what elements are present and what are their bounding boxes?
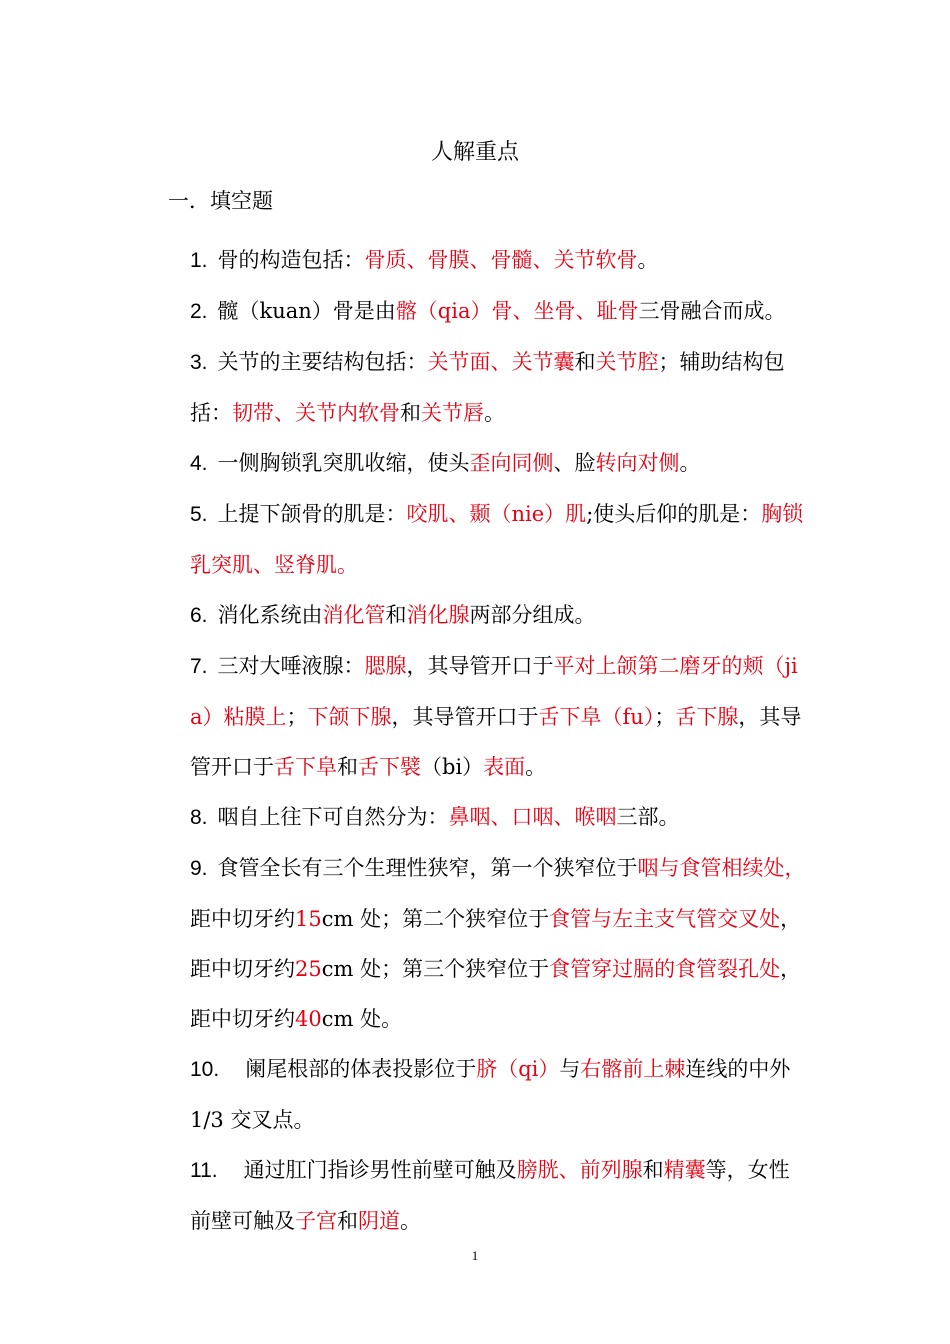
list-item — [190, 286, 810, 337]
item-text: ;使头后仰的肌是： — [586, 502, 762, 526]
item-text: 消化系统由 — [217, 603, 323, 627]
item-number: 4. — [190, 452, 208, 475]
highlighted-answer: 舌下阜（fu） — [538, 705, 655, 729]
highlighted-answer: 舌下襞 — [358, 755, 421, 779]
highlighted-answer: 25 — [295, 957, 322, 981]
item-text: 。 — [400, 1209, 421, 1233]
highlighted-answer: 舌下阜 — [274, 755, 337, 779]
item-number: 9. — [190, 857, 208, 880]
item-text: 和 — [400, 401, 421, 425]
item-text: 一侧胸锁乳突肌收缩，使头 — [217, 451, 470, 475]
highlighted-answer: 下颌下腺 — [307, 705, 392, 729]
highlighted-answer: 韧带、关节内软骨 — [232, 401, 400, 425]
item-number: 3. — [190, 351, 208, 374]
item-text: 食管全长有三个生理性狭窄，第一个狭窄位于 — [217, 856, 638, 880]
highlighted-answer: 子宫 — [295, 1209, 337, 1233]
list-item — [190, 438, 810, 489]
item-text: 上提下颌骨的肌是： — [217, 502, 407, 526]
item-text: ，其导管开口于 — [406, 654, 554, 678]
highlighted-answer: 消化腺 — [406, 603, 470, 627]
item-text: 咽自上往下可自然分为： — [217, 805, 449, 829]
item-text: ，距中切牙约 — [190, 957, 802, 1031]
item-text: ； — [286, 705, 308, 729]
item-number: 7. — [190, 655, 208, 678]
item-number: 11. — [190, 1159, 218, 1182]
item-text: 和 — [642, 1158, 664, 1182]
highlighted-answer: 关节面、关节囊 — [427, 350, 575, 374]
item-text: 三骨融合而成。 — [638, 299, 786, 323]
item-text: 髋（kuan）骨是由 — [217, 299, 396, 323]
item-text: 和 — [337, 755, 358, 779]
highlighted-answer: 40 — [295, 1007, 322, 1031]
item-number: 10. — [190, 1058, 220, 1081]
item-text: ，其导管开口于 — [190, 705, 802, 779]
item-text: ，其导管开口于 — [391, 705, 539, 729]
highlighted-answer: 精囊 — [663, 1158, 706, 1182]
highlighted-answer: 咬肌、颞（nie）肌 — [406, 502, 587, 526]
item-text: 和 — [385, 603, 407, 627]
highlighted-answer: 消化管 — [322, 603, 386, 627]
list-item — [190, 235, 810, 286]
item-number: 8. — [190, 806, 208, 829]
item-text: 。 — [484, 401, 505, 425]
highlighted-answer: 胸锁乳突肌、竖脊肌。 — [190, 502, 804, 577]
highlighted-answer: 舌下腺 — [675, 705, 739, 729]
item-text: 三部。 — [616, 805, 680, 829]
item-text: （bi） — [421, 755, 484, 779]
item-text: 三对大唾液腺： — [217, 654, 365, 678]
item-text: ，距中切牙约 — [190, 907, 802, 981]
highlighted-answer: 腮腺 — [364, 654, 407, 678]
item-number: 2. — [190, 300, 208, 323]
highlighted-answer: 关节腔 — [595, 350, 659, 374]
item-text: 骨的构造包括： — [217, 248, 365, 272]
list-item — [190, 337, 810, 438]
page-title: 人解重点 — [430, 140, 519, 165]
item-text: 关节的主要结构包括： — [217, 350, 428, 374]
list-item — [190, 489, 810, 590]
item-text: 阑尾根部的体表投影位于 — [245, 1057, 477, 1081]
highlighted-answer: 阴道 — [358, 1209, 400, 1233]
highlighted-answer: 脐（qi） — [476, 1057, 560, 1081]
item-text: 和 — [337, 1209, 358, 1233]
item-number: 6. — [190, 604, 208, 627]
list-item — [190, 843, 810, 1044]
highlighted-answer: 歪向同侧 — [469, 451, 554, 475]
highlighted-answer: 表面 — [483, 755, 526, 779]
highlighted-answer: 咽与食管相续处， — [637, 856, 806, 880]
highlighted-answer: 骨质、骨膜、骨髓、关节软骨 — [364, 248, 638, 272]
item-text: 两部分组成。 — [469, 603, 596, 627]
item-text: cm 处；第三个狭窄位于 — [321, 957, 550, 981]
item-text: 距中切牙约 — [190, 907, 295, 931]
highlighted-answer: 右髂前上棘 — [580, 1057, 686, 1081]
highlighted-answer: 食管与左主支气管交叉处 — [549, 907, 781, 931]
list-item — [190, 792, 810, 843]
item-text: 。 — [525, 755, 547, 779]
list-item — [190, 1145, 810, 1246]
item-text: 和 — [574, 350, 596, 374]
highlighted-answer: 鼻咽、口咽、喉咽 — [448, 805, 617, 829]
highlighted-answer: 转向对侧 — [595, 451, 680, 475]
list-item — [190, 590, 810, 641]
item-text: cm 处。 — [321, 1007, 403, 1031]
page-number: 1 — [471, 1248, 479, 1263]
item-text: ；辅助结构包括： — [190, 350, 785, 425]
list-item — [190, 641, 810, 792]
highlighted-answer: 膀胱、前列腺 — [516, 1158, 643, 1182]
list-item — [190, 1044, 810, 1145]
item-text: 。 — [637, 248, 659, 272]
item-number: 1. — [190, 249, 208, 272]
item-text: 等，女性前壁可触及 — [190, 1158, 790, 1233]
item-text: 。 — [679, 451, 701, 475]
question-list — [190, 235, 810, 1246]
highlighted-answer: 平对上颌第二磨牙的颊（jia）粘膜上 — [190, 654, 798, 729]
item-text: 与 — [559, 1057, 581, 1081]
highlighted-answer: 髂（qia）骨、坐骨、耻骨 — [395, 299, 639, 323]
item-text: 通过肛门指诊男性前壁可触及 — [243, 1158, 517, 1182]
section-heading: 一．填空题 — [168, 189, 273, 213]
highlighted-answer: 15 — [295, 907, 322, 931]
item-number: 5. — [190, 503, 208, 526]
item-text: ； — [654, 705, 676, 729]
highlighted-answer: 关节唇 — [421, 401, 484, 425]
highlighted-answer: 食管穿过膈的食管裂孔处 — [549, 957, 781, 981]
item-text: cm 处；第二个狭窄位于 — [321, 907, 550, 931]
item-text: 、脸 — [553, 451, 596, 475]
item-text: 连线的中外 1/3 交叉点。 — [190, 1057, 791, 1132]
